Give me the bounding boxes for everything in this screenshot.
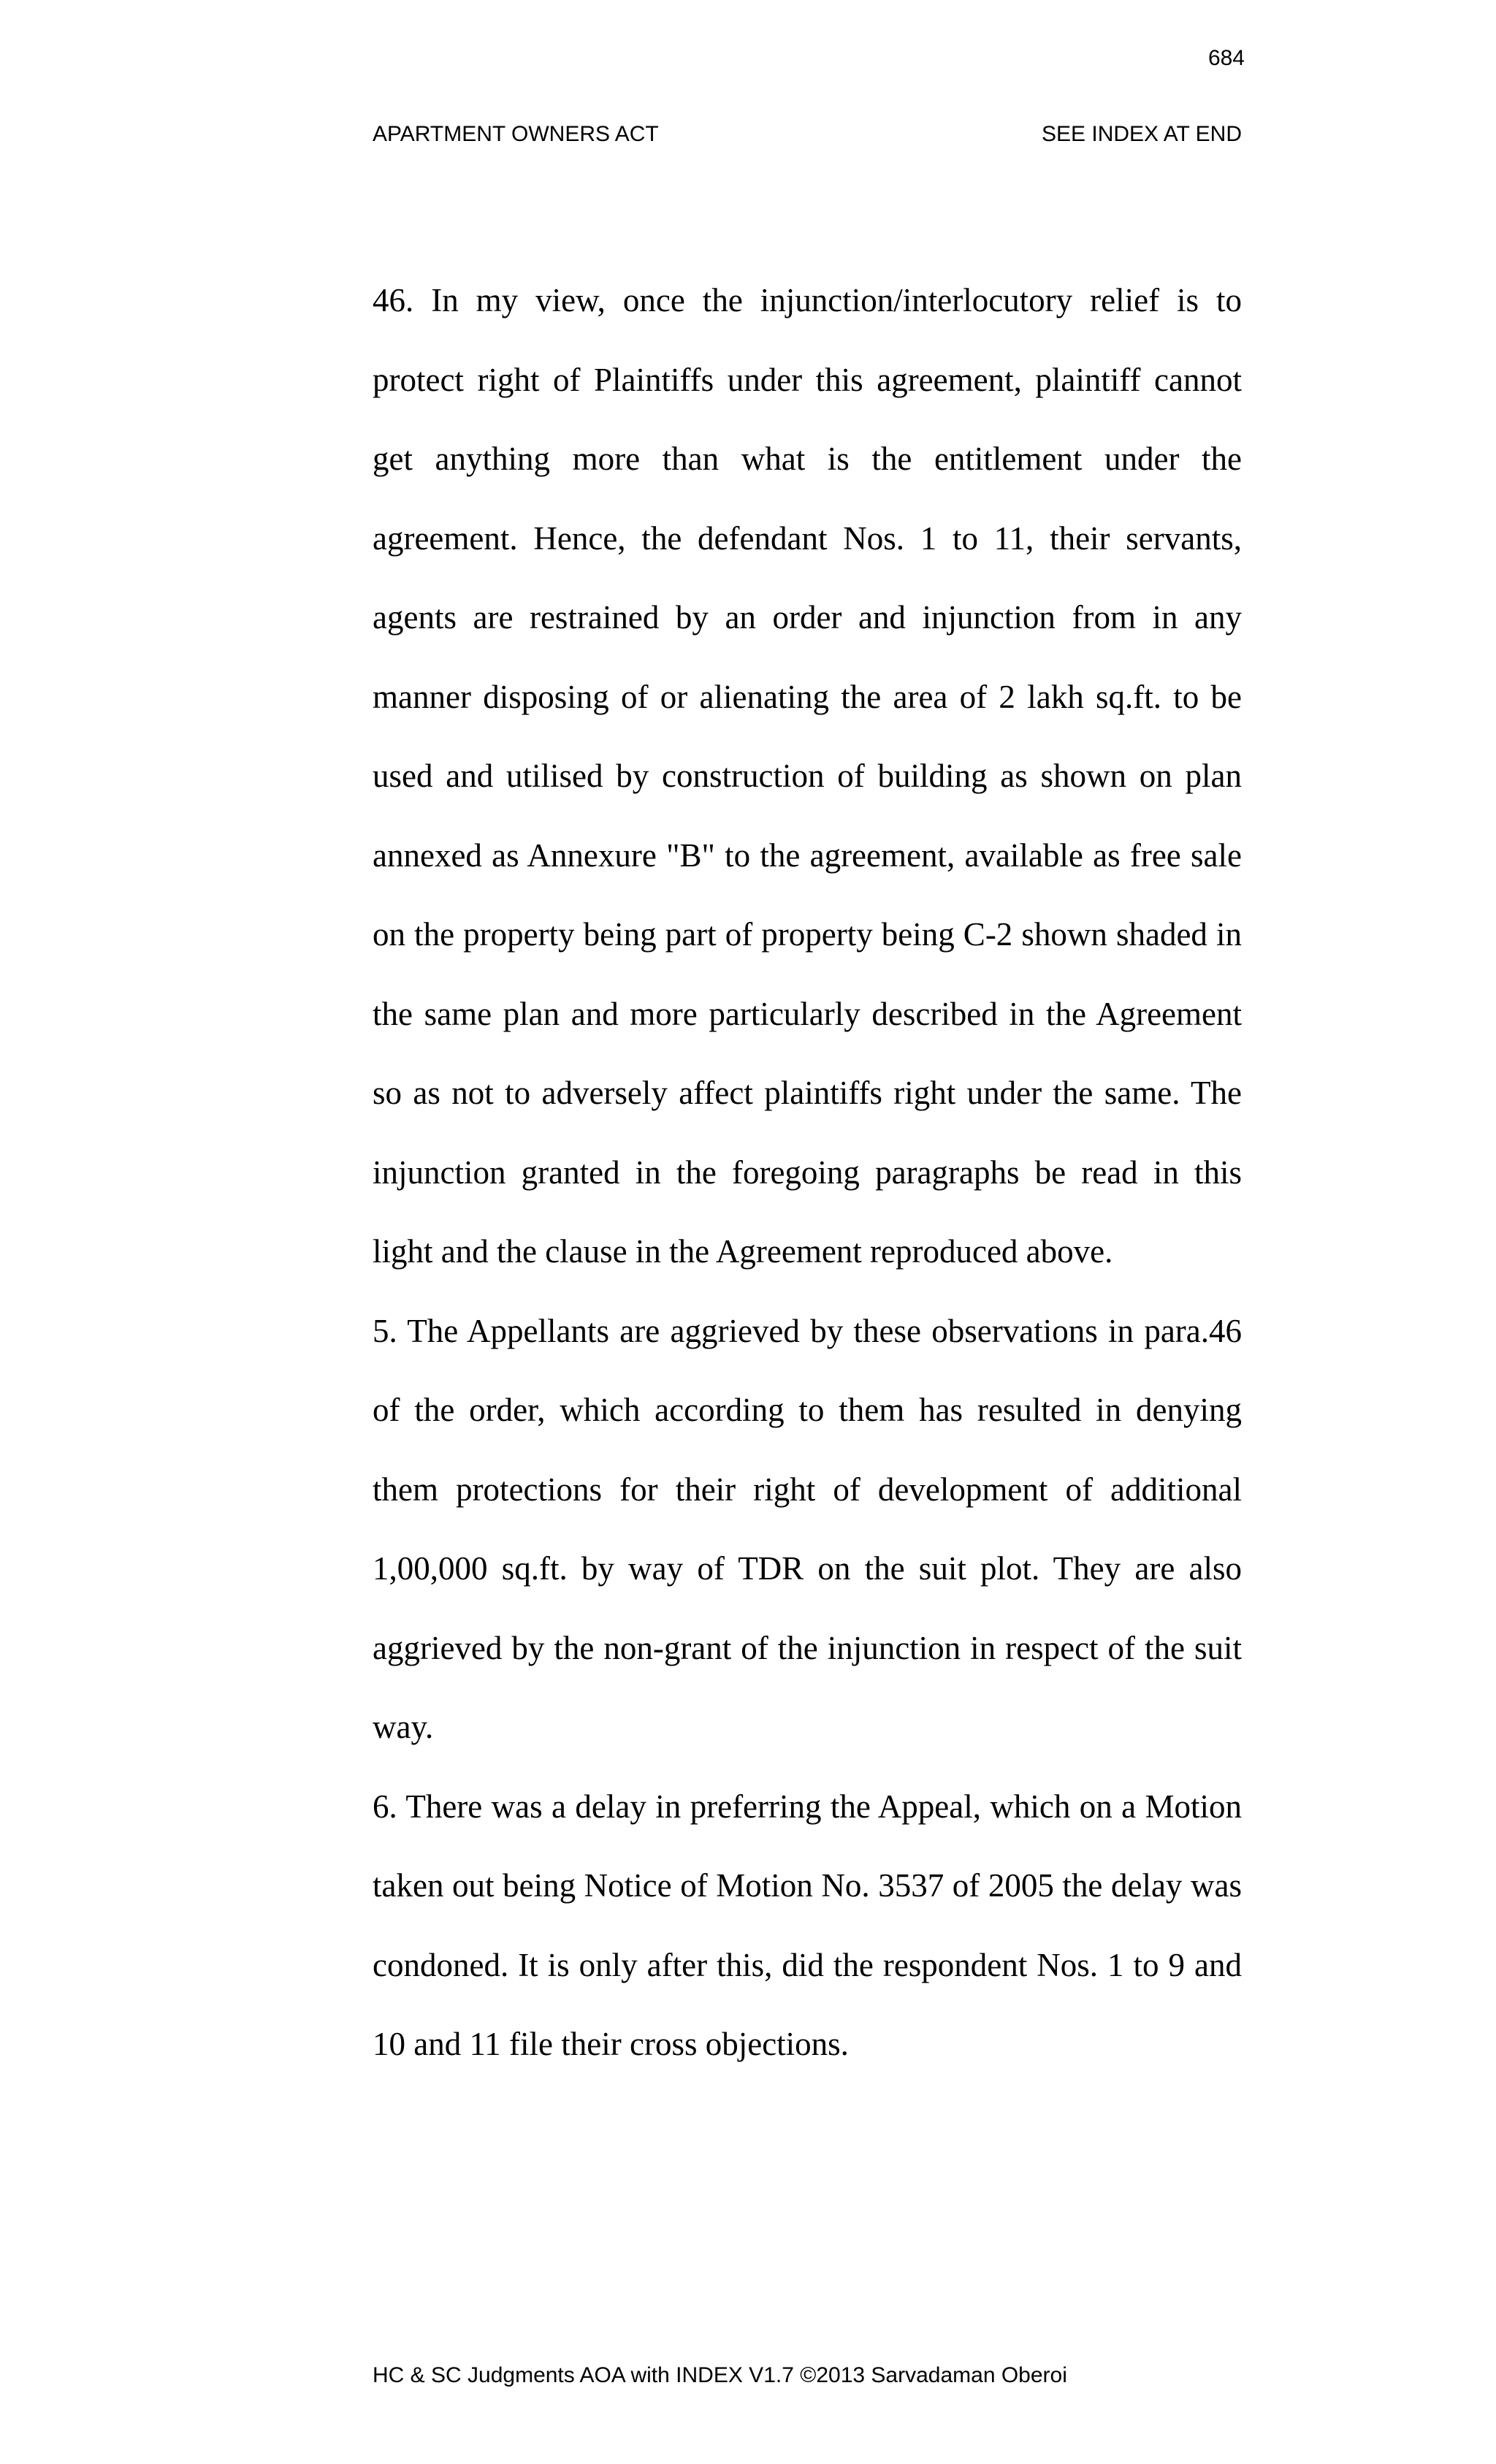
document-body xyxy=(373,261,1242,2084)
page-footer: HC & SC Judgments AOA with INDEX V1.7 ©2013 Sarvadaman Oberoi xyxy=(373,2363,1067,2387)
page-number: 684 xyxy=(1207,46,1245,70)
paragraph-6: 6. There was a delay in preferring the Appeal, which on a Motion taken out being Notice of Motion No. 3537 of 2005 the delay was condoned. It is only after this, did the respondent Nos. 1 to 9 and 10 and 11 file their cross objections. xyxy=(373,1788,1242,2062)
header-left-title: APARTMENT OWNERS ACT xyxy=(373,122,659,146)
paragraph-5: 5. The Appellants are aggrieved by these observations in para.46 of the order, which according to them has resulted in denying them protections for their right of development of additional 1,00,000 sq.ft. by way of TDR on the suit plot. They are also aggrieved by the non-grant of the injunction in respect of the suit way. xyxy=(373,1312,1242,1745)
paragraph-46: 46. In my view, once the injunction/interlocutory relief is to protect right of Plaintiffs under this agreement, plaintiff cannot get anything more than what is the entitlement under the agreement. Hence, the defendant Nos. 1 to 11, their servants, agents are restrained by an order and injunction from in any manner disposing of or alienating the area of 2 lakh sq.ft. to be used and utilised by construction of building as shown on plan annexed as Annexure "B" to the agreement, available as free sale on the property being part of property being C-2 shown shaded in the same plan and more particularly described in the Agreement so as not to adversely affect plaintiffs right under the same. The injunction granted in the foregoing paragraphs be read in this light and the clause in the Agreement reproduced above. xyxy=(373,282,1242,1270)
header-right-title: SEE INDEX AT END xyxy=(1042,122,1242,146)
